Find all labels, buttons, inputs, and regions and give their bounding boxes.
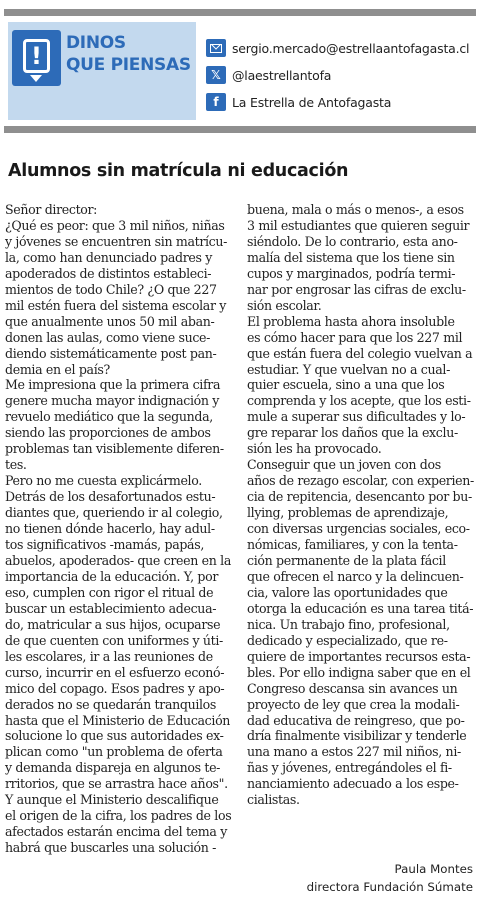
text-line: tes. [5,457,27,473]
text-line: Congreso descansa sin avances un [247,680,458,696]
text-line: El problema hasta ahora insoluble [247,313,455,329]
text-line: dría finalmente visibilizar y tenderle [247,728,467,744]
contact-email-text[interactable]: sergio.mercado@estrellaantofagasta.cl [232,40,470,56]
text-line: derados no se quedarán tranquilos [5,696,217,712]
text-line: Señor director: [5,202,98,217]
article-column-left [5,202,237,856]
text-line: es cómo hacer para que los 227 mil [247,329,463,345]
text-line: años de rezago escolar, con experien- [247,473,474,489]
top-divider [4,9,476,16]
text-line: hasta que el Ministerio de Educación [5,712,231,728]
text-line: ñas y jóvenes, entregándoles el fi- [247,760,452,776]
text-line: dedicado y especializado, que re- [247,632,448,648]
section-header [8,22,472,120]
text-line: dad educativa de reingreso, que po- [247,712,465,728]
text-line: Me impresiona que la primera cifra [5,377,221,393]
text-line: tos significativos -mamás, papás, [5,537,204,553]
text-line: el origen de la cifra, los padres de los [5,808,232,824]
text-line: solucione lo que sus autoridades ex- [5,728,224,744]
text-line: revuelo mediático que la segunda, [5,409,213,425]
text-line: buena, mala o más o menos-, a esos [247,202,464,217]
section-panel [8,22,196,120]
text-line: otorga la educación es una tarea titá- [247,600,474,616]
text-line: nanciamiento adecuado a los espe- [247,776,459,792]
text-line: mule a superar sus dificultades y lo- [247,409,466,425]
text-line: siendo las proporciones de ambos [5,425,211,441]
section-title [66,32,194,76]
text-line: eso, cumplen con rigor el ritual de [5,584,214,600]
text-line: genere mucha mayor indignación y [5,393,220,409]
article-title: Alumnos sin matrícula ni educación [8,161,349,181]
x-icon: 𝕏 [206,66,226,84]
text-line: nar por engrosar las cifras de exclu- [247,281,466,297]
contact-list [206,36,472,117]
text-line: mil estén fuera del sistema escolar y [5,297,227,313]
text-line: afectados estarán encima del tema y [5,824,227,840]
text-line: donen las aulas, como viene suce- [5,329,211,345]
text-line: que ofrecen el narco y la delincuen- [247,568,464,584]
text-line: que anualmente unos 50 mil aban- [5,313,215,329]
text-line: con diversas urgencias sociales, eco- [247,521,470,537]
text-line: sión les ha provocado. [247,441,382,457]
text-line: plican como "un problema de oferta [5,744,223,760]
text-line: cialistas. [247,792,300,808]
section-title-line1: DINOS [66,33,126,53]
text-line: proyecto de ley que crea la modali- [247,696,460,712]
text-line: cia de repitencia, desencanto por bu- [247,489,472,505]
text-line: la, como han denunciado padres y [5,249,213,265]
signature [307,860,473,896]
contact-x[interactable] [206,63,472,87]
text-line: apoderados de distintos estableci- [5,265,212,281]
text-line: no tienen dónde hacerlo, hay adul- [5,521,215,537]
exclamation-icon: ! [23,39,50,73]
speech-bubble-icon [12,30,61,86]
bubble-tail [30,75,42,82]
text-line: les escolares, ir a las reuniones de [5,648,213,664]
facebook-icon: f [206,93,226,111]
text-line: demia en el país? [5,361,110,377]
contact-email[interactable] [206,36,472,60]
bottom-divider [4,126,476,133]
text-line: estudiar. Y que vuelvan no a cual- [247,361,450,377]
text-line: comprenda y los acepte, que los esti- [247,393,471,409]
contact-facebook-text[interactable]: La Estrella de Antofagasta [232,94,392,110]
text-line: nómicas, familiares, y con la tenta- [247,537,458,553]
mail-icon [206,39,226,57]
text-line: gre reparar los daños que la exclu- [247,425,458,441]
text-line: mientos de todo Chile? ¿O que 227 [5,281,217,297]
text-line: ción permanente de la plata fácil [247,552,446,568]
author-role: directora Fundación Súmate [306,880,473,894]
text-line: abuelos, apoderados- que creen en la [5,552,231,568]
text-line: sión escolar. [247,297,322,313]
article-column-right [247,202,477,808]
text-line: mico del copago. Esos padres y apo- [5,680,225,696]
text-line: cia, valore las oportunidades que [247,584,448,600]
text-line: quiere de importantes recursos esta- [247,648,471,664]
text-line: 3 mil estudiantes que quieren seguir [247,217,470,233]
text-line: buscar un establecimiento adecua- [5,600,217,616]
text-line: problemas tan visiblemente diferen- [5,441,224,457]
text-line: siéndolo. De lo contrario, esta ano- [247,233,458,249]
text-line: curso, incurrir en el esfuerzo econó- [5,664,225,680]
text-line: do, matricular a sus hijos, ocuparse [5,616,221,632]
text-line: y jóvenes se encuentren sin matrícu- [5,233,228,249]
text-line: llying, problemas de aprendizaje, [247,505,449,521]
text-line: habrá que buscarles una solución - [5,840,217,856]
text-line: ¿Qué es peor: que 3 mil niños, niñas [5,217,225,233]
text-line: de que cuenten con uniformes y úti- [5,632,223,648]
text-line: Y aunque el Ministerio descalifique [5,792,219,808]
text-line: Pero no me cuesta explicármelo. [5,473,202,489]
section-title-line2: QUE PIENSAS [66,55,191,75]
text-line: y demanda dispareja en algunos te- [5,760,221,776]
text-line: rritorios, que se arrastra hace años". [5,776,228,792]
text-line: malía del sistema que los tiene sin [247,249,455,265]
text-line: importancia de la educación. Y, por [5,568,219,584]
text-line: una mano a estos 227 mil niños, ni- [247,744,461,760]
text-line: Conseguir que un joven con dos [247,457,441,473]
text-line: Detrás de los desafortunados estu- [5,489,216,505]
text-line: diendo sistemáticamente post pan- [5,345,217,361]
text-line: bles. Por ello indigna saber que en el [247,664,471,680]
text-line: que están fuera del colegio vuelvan a [247,345,473,361]
text-line: quier escuela, sino a una que los [247,377,445,393]
contact-x-text[interactable]: @laestrellantofa [232,67,332,83]
text-line: diantes que, queriendo ir al colegio, [5,505,223,521]
text-line: cupos y marginados, podría termi- [247,265,456,281]
contact-facebook[interactable] [206,90,472,114]
author-name: Paula Montes [394,862,473,876]
text-line: nica. Un trabajo fino, profesional, [247,616,450,632]
